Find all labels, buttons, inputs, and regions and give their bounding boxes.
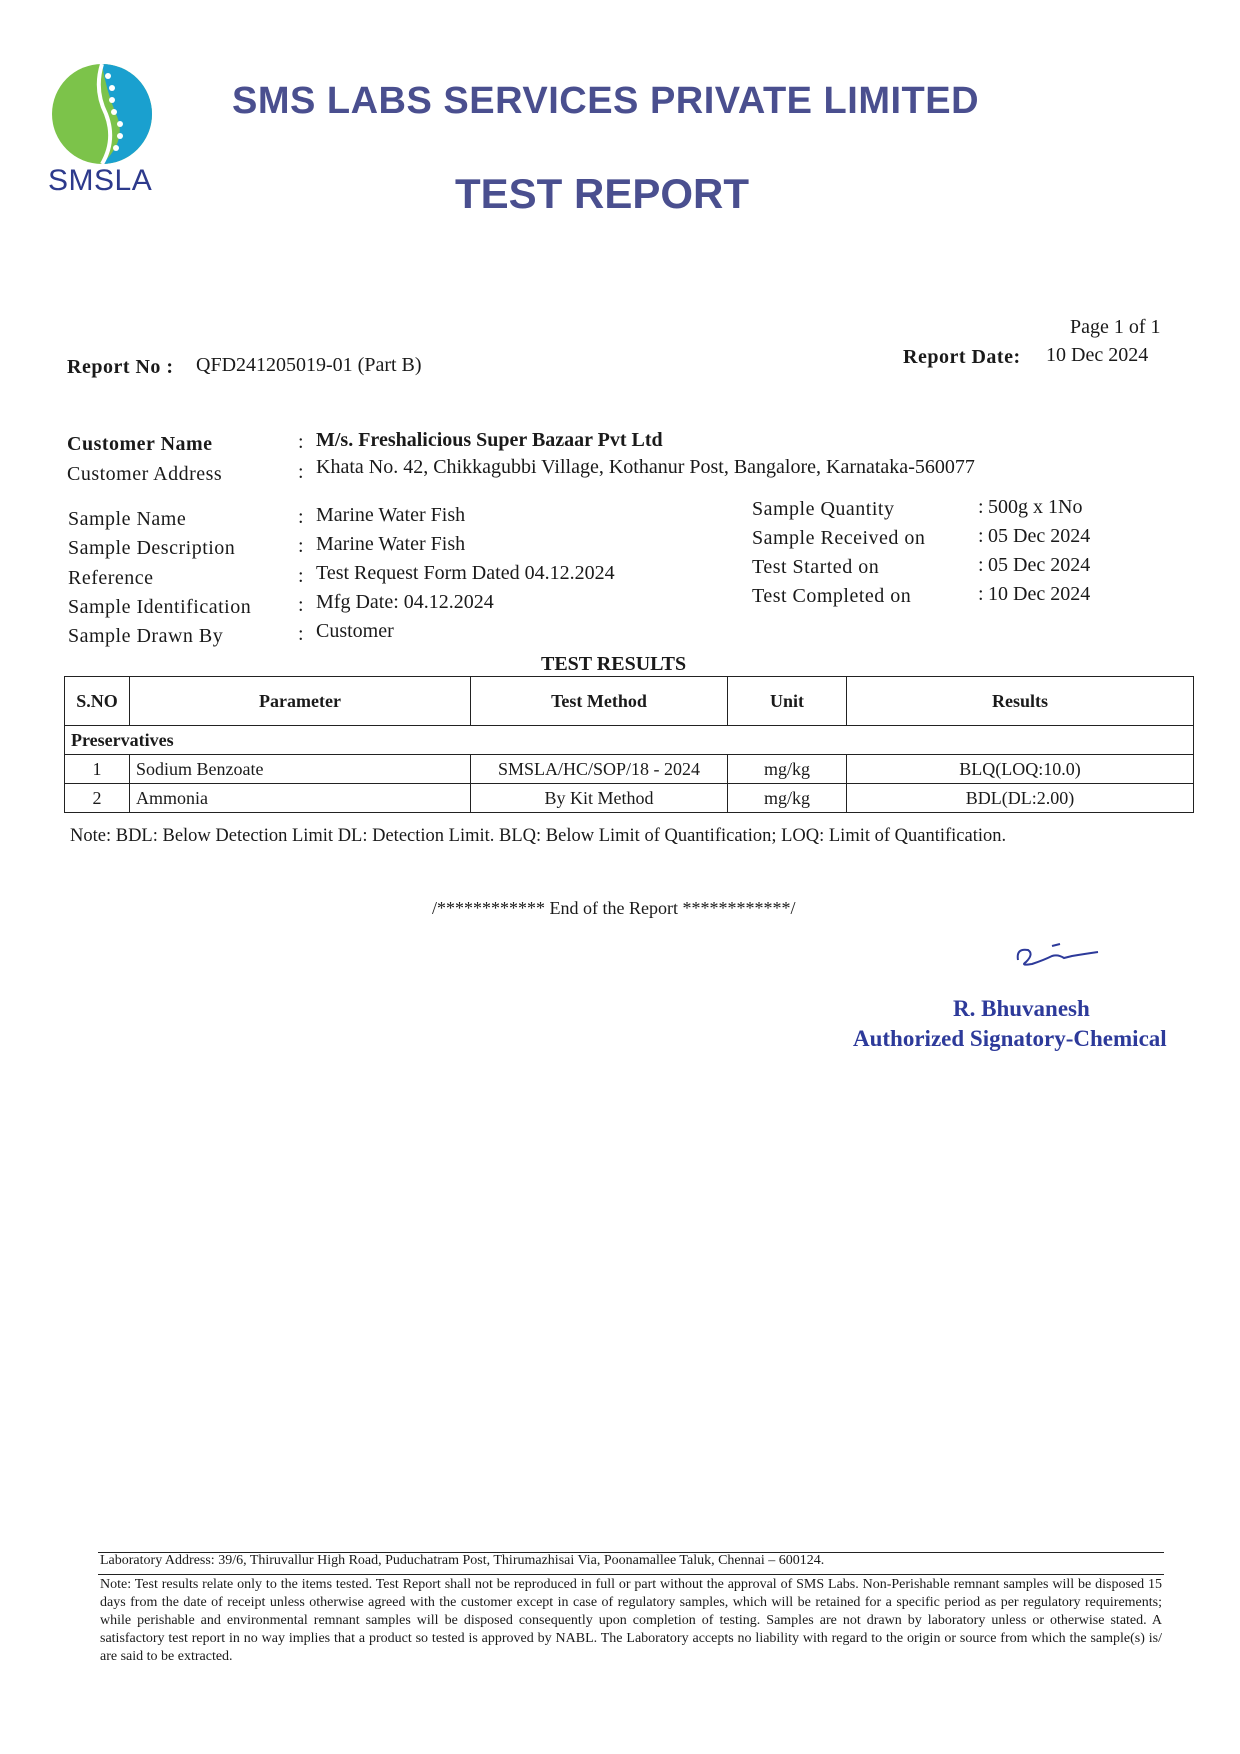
cell-sno: 1 <box>65 755 130 784</box>
footer-address: Laboratory Address: 39/6, Thiruvallur High Road, Puduchatram Post, Thirumazhisai Via, Poonamallee Taluk, Chennai – 600124. <box>100 1553 825 1568</box>
customer-name-label: Customer Name <box>67 433 213 455</box>
report-no: QFD241205019-01 (Part B) <box>196 354 422 376</box>
cell-parameter: Ammonia <box>130 784 471 813</box>
report-date: 10 Dec 2024 <box>1046 344 1149 366</box>
cell-result: BDL(DL:2.00) <box>847 784 1194 813</box>
cell-parameter: Sodium Benzoate <box>130 755 471 784</box>
table-row <box>65 755 1194 784</box>
colon: : <box>298 594 304 616</box>
test-started: 05 Dec 2024 <box>988 554 1091 576</box>
results-table <box>64 676 1194 813</box>
col-unit: Unit <box>728 677 847 726</box>
company-name: SMS LABS SERVICES PRIVATE LIMITED <box>232 80 980 122</box>
sample-description-label: Sample Description <box>68 537 236 559</box>
footer-note: Note: Test results relate only to the items tested. Test Report shall not be reproduced in full or part without the approval of SMS Labs. Non-Perishable remnant samples will be disposed 15 days from the date of receipt unless otherwise agreed with the customer except in case of regulatory samples, which will be retained for a specific period as per regulatory requirements; while perishable and environmental remnant samples will be disposed consequently upon completion of testing. Samples are not drawn by laboratory unless or otherwise stated. A satisfactory test report in no way implies that a product so tested is approved by NABL. The Laboratory accepts no liability with regard to the origin or source from which the sample(s) is/ are said to be extracted. <box>100 1577 1162 1664</box>
test-completed-label: Test Completed on <box>752 585 912 607</box>
customer-address: Khata No. 42, Chikkagubbi Village, Kothanur Post, Bangalore, Karnataka-560077 <box>316 456 975 478</box>
colon: : <box>978 554 984 576</box>
colon: : <box>978 525 984 547</box>
end-of-report: /************ End of the Report ************/ <box>432 898 796 918</box>
signature-scribble <box>1012 940 1102 974</box>
sample-identification-label: Sample Identification <box>68 596 252 618</box>
cell-unit: mg/kg <box>728 755 847 784</box>
customer-name: M/s. Freshalicious Super Bazaar Pvt Ltd <box>316 429 663 451</box>
page-number: Page 1 of 1 <box>1070 316 1161 338</box>
signatory-title: Authorized Signatory-Chemical <box>853 1026 1167 1051</box>
table-row <box>65 784 1194 813</box>
colon: : <box>298 461 304 483</box>
group-preservatives: Preservatives <box>65 726 1194 755</box>
colon: : <box>298 535 304 557</box>
table-header-row <box>65 677 1194 726</box>
cell-method: SMSLA/HC/SOP/18 - 2024 <box>471 755 728 784</box>
sample-identification: Mfg Date: 04.12.2024 <box>316 591 494 613</box>
document-title: TEST REPORT <box>455 170 750 217</box>
sample-name: Marine Water Fish <box>316 504 466 526</box>
company-logo <box>50 62 154 166</box>
sample-description: Marine Water Fish <box>316 533 466 555</box>
test-started-label: Test Started on <box>752 556 880 578</box>
col-results: Results <box>847 677 1194 726</box>
colon: : <box>978 583 984 605</box>
colon: : <box>298 623 304 645</box>
cell-method: By Kit Method <box>471 784 728 813</box>
sample-quantity-label: Sample Quantity <box>752 498 895 520</box>
reference: Test Request Form Dated 04.12.2024 <box>316 562 615 584</box>
cell-unit: mg/kg <box>728 784 847 813</box>
customer-address-label: Customer Address <box>67 463 223 485</box>
col-parameter: Parameter <box>130 677 471 726</box>
test-results-title: TEST RESULTS <box>541 653 687 675</box>
reference-label: Reference <box>68 567 154 589</box>
colon: : <box>298 506 304 528</box>
report-date-label: Report Date: <box>903 346 1021 368</box>
colon: : <box>978 496 984 518</box>
sample-received-label: Sample Received on <box>752 527 926 549</box>
signatory-name: R. Bhuvanesh <box>953 996 1090 1021</box>
test-completed: 10 Dec 2024 <box>988 583 1091 605</box>
logo-text: SMSLA <box>48 164 153 197</box>
results-note: Note: BDL: Below Detection Limit DL: Detection Limit. BLQ: Below Limit of Quantification; LOQ: Limit of Quantification. <box>70 826 1007 846</box>
cell-sno: 2 <box>65 784 130 813</box>
report-no-label: Report No : <box>67 356 174 378</box>
sample-drawn-by-label: Sample Drawn By <box>68 625 224 647</box>
sample-received: 05 Dec 2024 <box>988 525 1091 547</box>
table-group-row <box>65 726 1194 755</box>
sample-quantity: 500g x 1No <box>988 496 1083 518</box>
footer-rule <box>98 1574 1164 1575</box>
col-test-method: Test Method <box>471 677 728 726</box>
sample-drawn-by: Customer <box>316 620 394 642</box>
colon: : <box>298 565 304 587</box>
colon: : <box>298 431 304 453</box>
sample-name-label: Sample Name <box>68 508 187 530</box>
cell-result: BLQ(LOQ:10.0) <box>847 755 1194 784</box>
col-sno: S.NO <box>65 677 130 726</box>
